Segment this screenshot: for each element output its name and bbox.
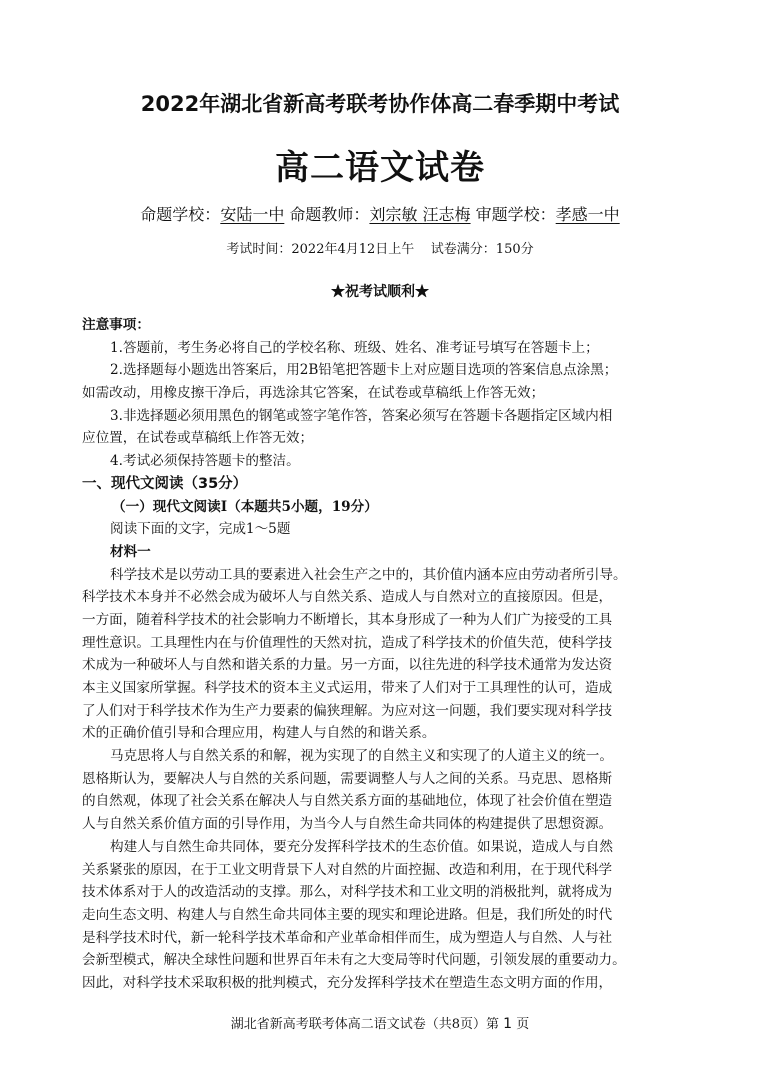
footer-text: 湖北省新高考联考体高二语文试卷（共8页）第 xyxy=(230,1017,500,1032)
review-label: 审题学校： xyxy=(475,205,556,224)
section-heading: 一、现代文阅读（35分） xyxy=(82,475,248,492)
blessing: ★祝考试顺利★ xyxy=(331,284,429,300)
note-line: 应位置，在试卷或草稿纸上作答无效； xyxy=(82,430,314,447)
exam-info: 考试时间：2022年4月12日上午 试卷满分：150分 xyxy=(226,242,534,257)
note-line: 2.选择题每小题选出答案后，用2B铅笔把答题卡上对应题目选项的答案信息点涂黑； xyxy=(110,362,618,379)
note-line: 3.非选择题必须用黑色的钢笔或签字笔作答，答案必须写在答题卡各题指定区域内相 xyxy=(110,407,613,424)
paragraph-line: 马克思将人与自然关系的和解，视为实现了的自然主义和实现了的人道主义的统一。 xyxy=(110,748,613,765)
paragraph-line: 因此，对科学技术采取积极的批判模式，充分发挥科学技术在塑造生态文明方面的作用， xyxy=(82,974,613,991)
paragraph-line: 理性意识。工具理性内在与价值理性的天然对抗，造成了科学技术的价值失范，使科学技 xyxy=(82,634,613,651)
paragraph-line: 人与自然关系价值方面的引导作用，为当今人与自然生命共同体的构建提供了思想资源。 xyxy=(82,816,613,833)
note-line: 4.考试必须保持答题卡的整洁。 xyxy=(110,453,300,470)
paragraph-line: 一方面，随着科学技术的社会影响力不断增长，其本身形成了一种为人们广为接受的工具 xyxy=(82,611,613,628)
material-label: 材料一 xyxy=(110,543,151,560)
reading-instruction: 阅读下面的文字，完成1～5题 xyxy=(110,521,291,538)
paragraph-line: 了人们对于科学技术作为生产力要素的偏狭理解。为应对这一问题，我们要实现对科学技 xyxy=(82,702,613,719)
paragraph-line: 是科学技术时代，新一轮科学技术革命和产业革命相伴而生，成为塑造人与自然、人与社 xyxy=(82,929,613,946)
paragraph-line: 科学技术是以劳动工具的要素进入社会生产之中的，其价值内涵本应由劳动者所引导。 xyxy=(110,566,627,583)
paragraph-line: 科学技术本身并不必然会成为破坏人与自然关系、造成人与自然对立的直接原因。但是， xyxy=(82,589,613,606)
paragraph-line: 技术体系对于人的改造活动的支撑。那么，对科学技术和工业文明的消极批判，就将成为 xyxy=(82,884,613,901)
subsection-heading: （一）现代文阅读Ⅰ（本题共5小题，19分） xyxy=(112,498,378,515)
paragraph-line: 构建人与自然生命共同体，要充分发挥科学技术的生态价值。如果说，造成人与自然 xyxy=(110,838,613,855)
teacher-name-1: 刘宗敏 xyxy=(369,205,418,224)
paragraph-line: 的自然观，体现了社会关系在解决人与自然关系方面的基础地位，体现了社会价值在塑造 xyxy=(82,793,613,810)
review-school: 孝感一中 xyxy=(555,205,620,224)
paragraph-line: 会新型模式，解决全球性问题和世界百年未有之大变局等时代问题，引领发展的重要动力。 xyxy=(82,952,626,969)
note-line: 如需改动，用橡皮擦干净后，再选涂其它答案，在试卷或草稿纸上作答无效； xyxy=(82,385,545,402)
page-footer xyxy=(0,1013,760,1032)
page-number: 1 xyxy=(503,1016,513,1032)
paragraph-line: 本主义国家所掌握。科学技术的资本主义式运用，带来了人们对于工具理性的认可，造成 xyxy=(82,680,613,696)
author-line xyxy=(0,202,760,225)
paragraph-line: 走向生态文明、构建人与自然生命共同体主要的现实和理论进路。但是，我们所处的时代 xyxy=(82,906,613,923)
subject-title: 高二语文试卷 xyxy=(275,148,485,188)
paragraph-line: 术的正确价值引导和合理应用，构建人与自然的和谐关系。 xyxy=(82,725,436,742)
note-line: 1.答题前，考生务必将自己的学校名称、班级、姓名、准考证号填写在答题卡上； xyxy=(110,339,599,356)
paragraph-line: 恩格斯认为，要解决人与自然的关系问题，需要调整人与人之间的关系。马克思、恩格斯 xyxy=(82,770,613,787)
teacher-name-2: 汪志梅 xyxy=(422,205,471,224)
school-name: 安陆一中 xyxy=(220,205,285,224)
footer-suffix: 页 xyxy=(516,1017,530,1032)
paragraph-line: 关系紧张的原因，在于工业文明背景下人对自然的片面控掘、改造和利用，在于现代科学 xyxy=(82,861,613,878)
school-label: 命题学校： xyxy=(140,205,221,224)
body-text xyxy=(82,314,682,995)
exam-title: 2022年湖北省新高考联考协作体高二春季期中考试 xyxy=(140,92,620,116)
teacher-label: 命题教师： xyxy=(289,205,370,224)
notes-heading: 注意事项： xyxy=(82,317,150,333)
paragraph-line: 术成为一种破坏人与自然和谐关系的力量。另一方面，以往先进的科学技术通常为发达资 xyxy=(82,657,613,674)
